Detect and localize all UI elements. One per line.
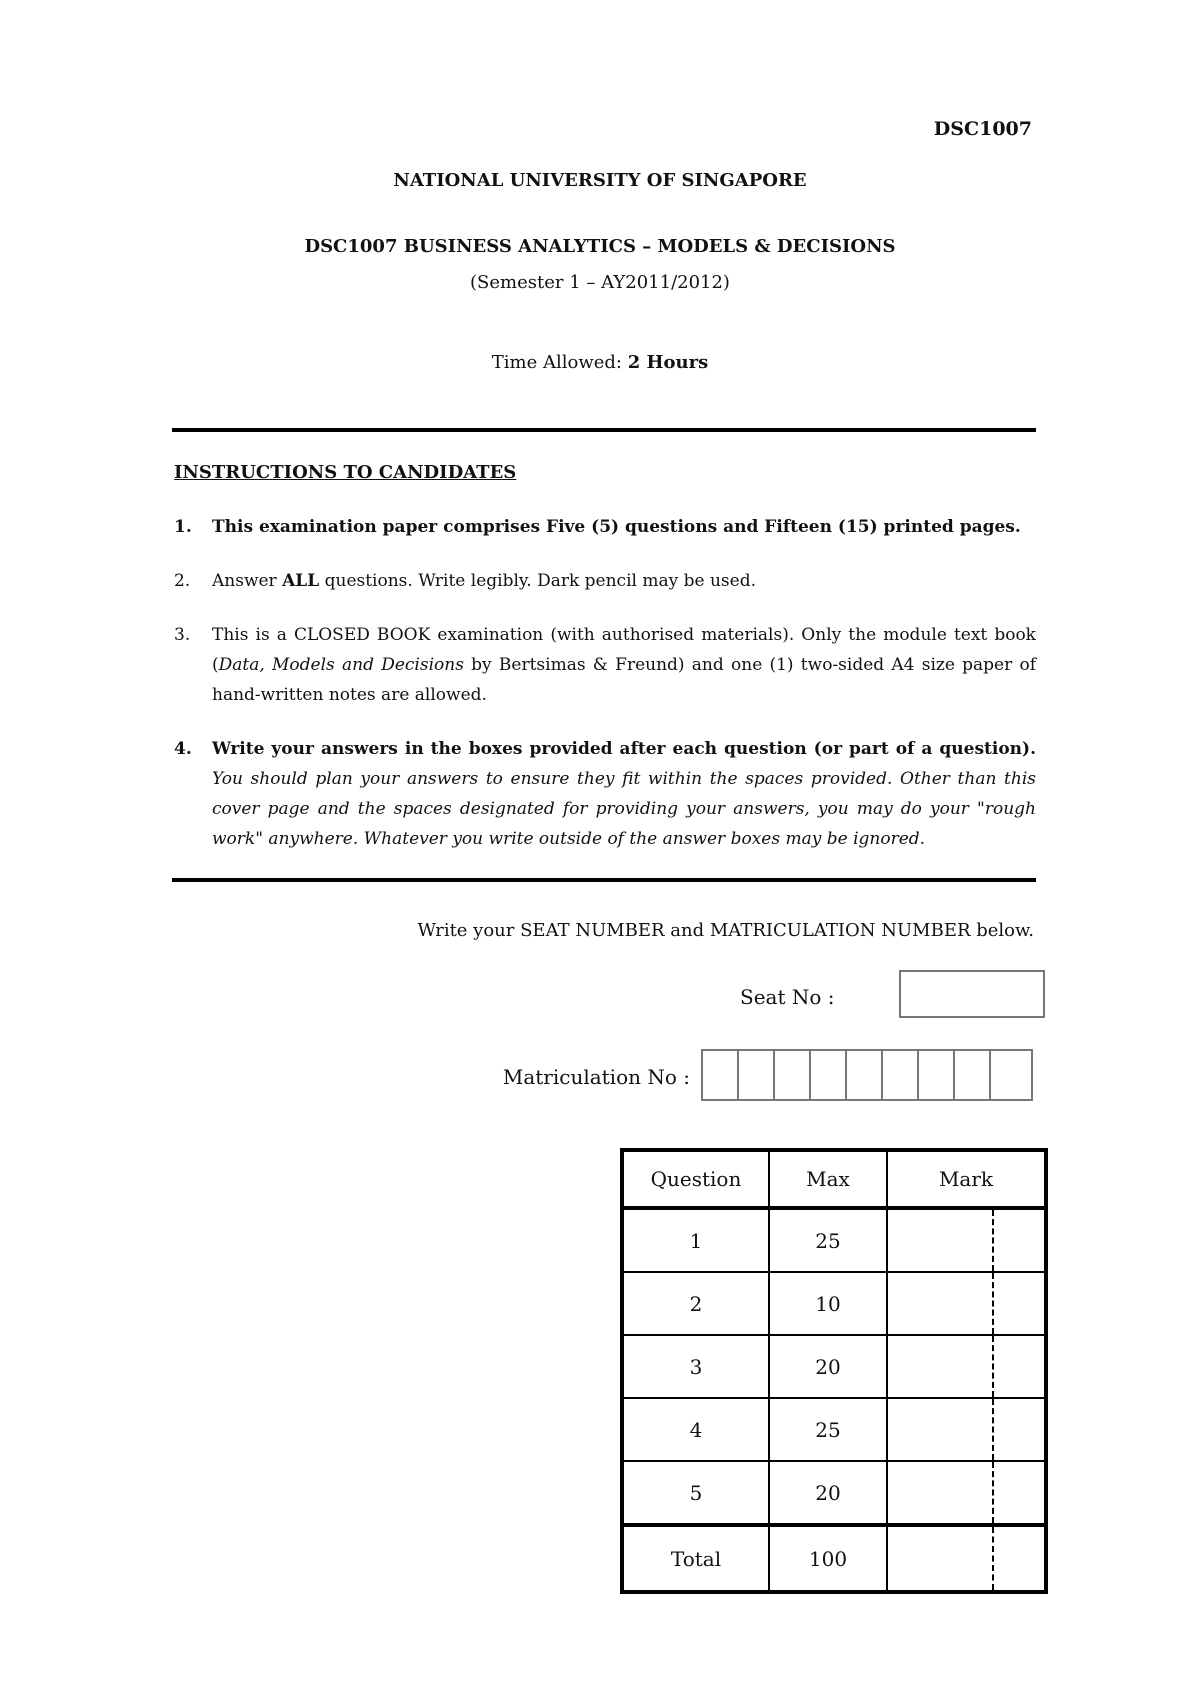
- matriculation-digit-box[interactable]: [703, 1051, 739, 1099]
- top-divider: [172, 428, 1036, 432]
- max-mark: 10: [769, 1272, 887, 1335]
- marks-table: [620, 1148, 1048, 1594]
- mark-entry-cell[interactable]: [887, 1398, 1046, 1461]
- instruction-text-part: by Bertsimas & Freund) and one (1) two-sided A4 size paper of hand-written notes are allowed.: [212, 655, 1036, 705]
- instruction-text-part: Answer: [212, 571, 283, 591]
- instruction-item-3: [174, 620, 1036, 710]
- matriculation-digit-box[interactable]: [847, 1051, 883, 1099]
- bottom-divider: [172, 878, 1036, 882]
- table-total-row: [622, 1525, 1046, 1592]
- question-number: 3: [622, 1335, 769, 1398]
- instructions-heading: INSTRUCTIONS TO CANDIDATES: [174, 462, 517, 483]
- max-mark: 25: [769, 1208, 887, 1272]
- total-label: Total: [622, 1525, 769, 1592]
- column-header-max: Max: [769, 1150, 887, 1208]
- question-number: 4: [622, 1398, 769, 1461]
- instruction-number: 4.: [174, 739, 192, 759]
- table-row: [622, 1398, 1046, 1461]
- textbook-title: Data, Models and Decisions: [218, 655, 464, 675]
- instruction-text: [212, 734, 1036, 854]
- table-row: [622, 1335, 1046, 1398]
- column-header-mark: Mark: [887, 1150, 1046, 1208]
- instruction-text: [212, 566, 1036, 596]
- instruction-italic-note: You should plan your answers to ensure they fit within the spaces provided. Other than this cover page and the spaces designated for providing your answers, you may do your "rough work" anywhere. Whatever you write outside of the answer boxes may be ignored.: [212, 769, 1036, 849]
- matriculation-digit-box[interactable]: [991, 1051, 1031, 1099]
- question-number: 2: [622, 1272, 769, 1335]
- table-header-row: [622, 1150, 1046, 1208]
- time-allowed-label: Time Allowed:: [491, 352, 622, 373]
- course-title: DSC1007 BUSINESS ANALYTICS – MODELS & DECISIONS: [304, 236, 896, 257]
- matriculation-digit-box[interactable]: [775, 1051, 811, 1099]
- seat-number-label: Seat No :: [740, 985, 835, 1009]
- max-mark: 20: [769, 1335, 887, 1398]
- matriculation-digit-box[interactable]: [811, 1051, 847, 1099]
- instruction-item-1: [174, 512, 1036, 542]
- instruction-text-part: Write your answers in the boxes provided after each question (or part of a question).: [212, 739, 1036, 759]
- mark-entry-cell[interactable]: [887, 1461, 1046, 1525]
- instruction-item-2: [174, 566, 1036, 596]
- total-max: 100: [769, 1525, 887, 1592]
- table-row: [622, 1461, 1046, 1525]
- matriculation-number-label: Matriculation No :: [502, 1065, 690, 1089]
- mark-entry-cell[interactable]: [887, 1335, 1046, 1398]
- matriculation-digit-box[interactable]: [955, 1051, 991, 1099]
- mark-entry-cell[interactable]: [887, 1208, 1046, 1272]
- instruction-text-part: questions. Write legibly. Dark pencil may be used.: [319, 571, 756, 591]
- instruction-text: [212, 620, 1036, 710]
- column-header-question: Question: [622, 1150, 769, 1208]
- course-code: DSC1007: [933, 118, 1032, 140]
- matriculation-digit-box[interactable]: [883, 1051, 919, 1099]
- matriculation-number-boxes: [701, 1049, 1033, 1101]
- max-mark: 25: [769, 1398, 887, 1461]
- question-number: 1: [622, 1208, 769, 1272]
- instruction-emphasis: ALL: [282, 571, 320, 591]
- instruction-number: 2.: [174, 571, 191, 591]
- semester: (Semester 1 – AY2011/2012): [470, 272, 730, 293]
- total-mark-entry-cell[interactable]: [887, 1525, 1046, 1592]
- matriculation-digit-box[interactable]: [739, 1051, 775, 1099]
- instruction-item-4: [174, 734, 1036, 854]
- seat-number-box[interactable]: [899, 970, 1045, 1018]
- table-row: [622, 1208, 1046, 1272]
- matriculation-digit-box[interactable]: [919, 1051, 955, 1099]
- mark-entry-cell[interactable]: [887, 1272, 1046, 1335]
- instruction-number: 1.: [174, 517, 192, 537]
- instruction-text: This examination paper comprises Five (5) questions and Fifteen (15) printed pages.: [212, 517, 1021, 537]
- instruction-number: 3.: [174, 625, 191, 645]
- question-number: 5: [622, 1461, 769, 1525]
- instruction-text-part: This is a CLOSED BOOK examination (with authorised materials). Only the module text book (: [212, 625, 1036, 675]
- candidate-prompt: Write your SEAT NUMBER and MATRICULATION NUMBER below.: [417, 920, 1034, 941]
- time-allowed: [0, 352, 1200, 373]
- table-row: [622, 1272, 1046, 1335]
- time-allowed-value: 2 Hours: [627, 352, 709, 373]
- max-mark: 20: [769, 1461, 887, 1525]
- university-name: NATIONAL UNIVERSITY OF SINGAPORE: [393, 170, 807, 191]
